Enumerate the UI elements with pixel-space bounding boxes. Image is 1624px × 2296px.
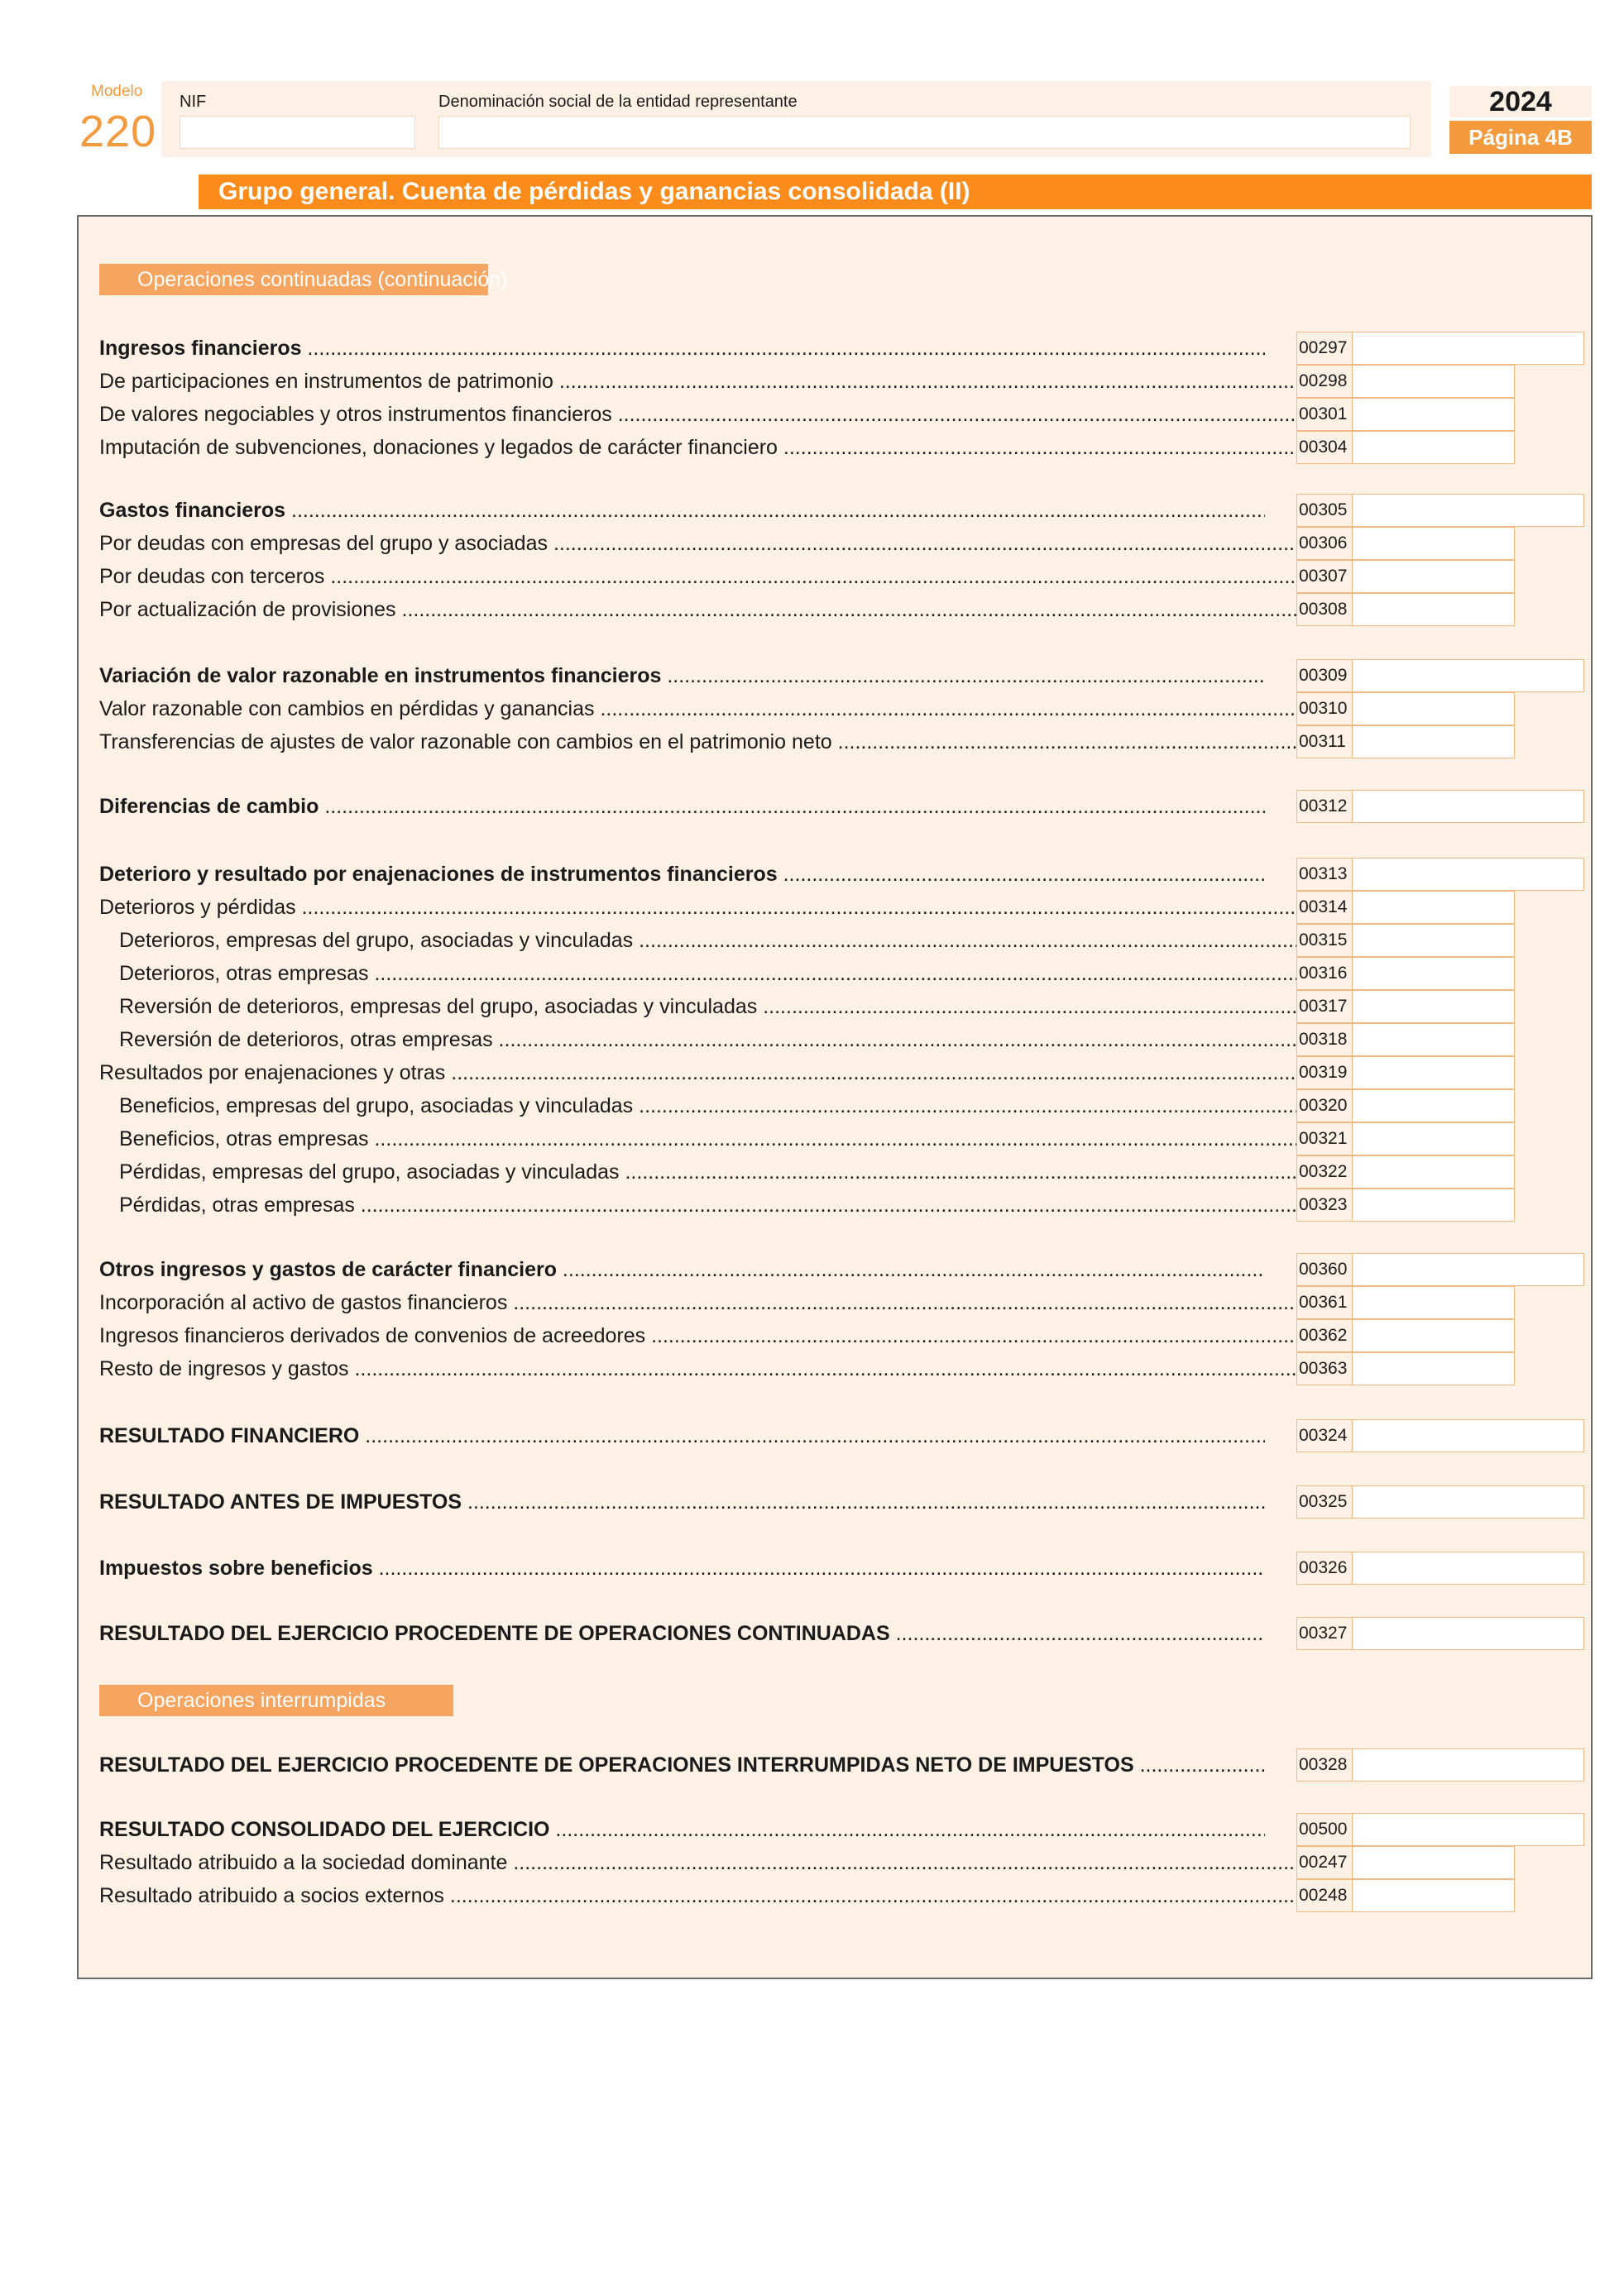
row-00307 (99, 560, 1515, 593)
row-00317 (99, 990, 1515, 1023)
page-badge: Página 4B (1449, 121, 1592, 154)
amount-field[interactable] (1353, 659, 1584, 692)
amount-field[interactable] (1353, 1419, 1584, 1452)
row-00310 (99, 692, 1515, 725)
row-00319 (99, 1056, 1515, 1089)
row-code: 00500 (1296, 1813, 1353, 1846)
row-label: Deterioro y resultado por enajenaciones de instrumentos financieros ..... (99, 863, 1265, 887)
row-label: RESULTADO DEL EJERCICIO PROCEDENTE DE OPERACIONES CONTINUADAS ..... (99, 1622, 1265, 1646)
amount-field[interactable] (1353, 1813, 1584, 1846)
amount-field[interactable] (1353, 891, 1515, 924)
row-code: 00304 (1296, 431, 1353, 464)
row-code: 00328 (1296, 1748, 1353, 1782)
row-00309 (99, 659, 1584, 692)
row-00360 (99, 1253, 1584, 1286)
row-00305 (99, 494, 1584, 527)
row-label: Deterioros y pérdidas ..... (99, 896, 1296, 920)
row-code: 00361 (1296, 1286, 1353, 1319)
row-00306 (99, 527, 1515, 560)
row-label: Otros ingresos y gastos de carácter financiero ..... (99, 1258, 1265, 1282)
row-label: Ingresos financieros derivados de convenios de acreedores ..... (99, 1324, 1296, 1348)
row-00320 (99, 1089, 1515, 1122)
row-label: Ingresos financieros ..... (99, 337, 1265, 361)
row-label: De valores negociables y otros instrumentos financieros ..... (99, 403, 1296, 427)
denominacion-label: Denominación social de la entidad representante (438, 93, 798, 111)
row-00325 (99, 1485, 1584, 1519)
row-label: Pérdidas, otras empresas ..... (99, 1193, 1296, 1217)
row-00362 (99, 1319, 1515, 1352)
row-00308 (99, 593, 1515, 626)
row-code: 00324 (1296, 1419, 1353, 1452)
amount-field[interactable] (1353, 431, 1515, 464)
row-label: Resto de ingresos y gastos ..... (99, 1357, 1296, 1381)
amount-field[interactable] (1353, 1056, 1515, 1089)
row-code: 00323 (1296, 1189, 1353, 1222)
amount-field[interactable] (1353, 858, 1584, 891)
row-code: 00248 (1296, 1879, 1353, 1912)
row-label: Imputación de subvenciones, donaciones y legados de carácter financiero ..... (99, 436, 1296, 460)
amount-field[interactable] (1353, 560, 1515, 593)
row-code: 00320 (1296, 1089, 1353, 1122)
row-label: RESULTADO DEL EJERCICIO PROCEDENTE DE OPERACIONES INTERRUMPIDAS NETO DE IMPUESTOS ..... (99, 1753, 1265, 1777)
row-00311 (99, 725, 1515, 758)
row-code: 00247 (1296, 1846, 1353, 1879)
row-00304 (99, 431, 1515, 464)
row-label: Resultado atribuido a la sociedad dominante ..... (99, 1851, 1296, 1875)
row-label: Variación de valor razonable en instrumentos financieros ..... (99, 664, 1265, 688)
row-label: Transferencias de ajustes de valor razonable con cambios en el patrimonio neto ..... (99, 730, 1296, 754)
amount-field[interactable] (1353, 790, 1584, 823)
header-box (161, 81, 1431, 157)
row-code: 00311 (1296, 725, 1353, 758)
amount-field[interactable] (1353, 1748, 1584, 1782)
amount-field[interactable] (1353, 398, 1515, 431)
row-label: RESULTADO CONSOLIDADO DEL EJERCICIO ..... (99, 1818, 1265, 1842)
row-00322 (99, 1155, 1515, 1189)
amount-field[interactable] (1353, 494, 1584, 527)
row-00315 (99, 924, 1515, 957)
row-00312 (99, 790, 1584, 823)
row-00313 (99, 858, 1584, 891)
row-label: Deterioros, empresas del grupo, asociadas y vinculadas ..... (99, 929, 1296, 953)
row-00323 (99, 1189, 1515, 1222)
amount-field[interactable] (1353, 593, 1515, 626)
amount-field[interactable] (1353, 924, 1515, 957)
amount-field[interactable] (1353, 1023, 1515, 1056)
amount-field[interactable] (1353, 990, 1515, 1023)
row-00321 (99, 1122, 1515, 1155)
row-label: Por deudas con empresas del grupo y asociadas ..... (99, 532, 1296, 556)
row-00297 (99, 332, 1584, 365)
row-00314 (99, 891, 1515, 924)
row-code: 00297 (1296, 332, 1353, 365)
row-label: RESULTADO ANTES DE IMPUESTOS ..... (99, 1490, 1265, 1514)
row-00500 (99, 1813, 1584, 1846)
row-00316 (99, 957, 1515, 990)
row-code: 00312 (1296, 790, 1353, 823)
amount-field[interactable] (1353, 1122, 1515, 1155)
amount-field[interactable] (1353, 1352, 1515, 1385)
row-label: Impuestos sobre beneficios ..... (99, 1557, 1265, 1581)
row-code: 00318 (1296, 1023, 1353, 1056)
row-code: 00363 (1296, 1352, 1353, 1385)
row-label: Reversión de deterioros, empresas del grupo, asociadas y vinculadas ..... (99, 995, 1296, 1019)
row-code: 00319 (1296, 1056, 1353, 1089)
row-00361 (99, 1286, 1515, 1319)
amount-field[interactable] (1353, 692, 1515, 725)
row-code: 00310 (1296, 692, 1353, 725)
amount-field[interactable] (1353, 1879, 1515, 1912)
modelo-label: Modelo (91, 83, 143, 100)
section-interrumpidas: Operaciones interrumpidas (99, 1685, 453, 1716)
row-code: 00309 (1296, 659, 1353, 692)
row-code: 00360 (1296, 1253, 1353, 1286)
row-code: 00305 (1296, 494, 1353, 527)
amount-field[interactable] (1353, 957, 1515, 990)
nif-label: NIF (180, 93, 207, 111)
row-label: RESULTADO FINANCIERO ..... (99, 1424, 1265, 1448)
amount-field[interactable] (1353, 1155, 1515, 1189)
row-00301 (99, 398, 1515, 431)
row-code: 00327 (1296, 1617, 1353, 1650)
row-code: 00301 (1296, 398, 1353, 431)
amount-field[interactable] (1353, 1286, 1515, 1319)
row-label: Gastos financieros ..... (99, 499, 1265, 523)
modelo-number: 220 (79, 107, 157, 156)
amount-field[interactable] (1353, 527, 1515, 560)
row-label: Resultado atribuido a socios externos ..... (99, 1884, 1296, 1908)
row-code: 00325 (1296, 1485, 1353, 1519)
row-label: Valor razonable con cambios en pérdidas y ganancias ..... (99, 697, 1296, 721)
row-code: 00298 (1296, 365, 1353, 398)
row-label: Beneficios, empresas del grupo, asociadas y vinculadas ..... (99, 1094, 1296, 1118)
page-title: Grupo general. Cuenta de pérdidas y ganancias consolidada (II) (199, 175, 1592, 209)
row-label: Pérdidas, empresas del grupo, asociadas y vinculadas ..... (99, 1160, 1296, 1184)
amount-field[interactable] (1353, 725, 1515, 758)
row-label: Reversión de deterioros, otras empresas ..... (99, 1028, 1296, 1052)
amount-field[interactable] (1353, 1617, 1584, 1650)
row-label: Diferencias de cambio ..... (99, 795, 1265, 819)
row-code: 00315 (1296, 924, 1353, 957)
row-00326 (99, 1552, 1584, 1585)
row-code: 00321 (1296, 1122, 1353, 1155)
row-code: 00362 (1296, 1319, 1353, 1352)
section-continuadas: Operaciones continuadas (continuación) (99, 264, 488, 295)
row-00247 (99, 1846, 1515, 1879)
nif-field[interactable] (180, 116, 415, 149)
row-label: Incorporación al activo de gastos financieros ..... (99, 1291, 1296, 1315)
denominacion-field[interactable] (438, 116, 1411, 149)
amount-field[interactable] (1353, 1089, 1515, 1122)
row-code: 00314 (1296, 891, 1353, 924)
row-label: Deterioros, otras empresas ..... (99, 962, 1296, 986)
row-code: 00317 (1296, 990, 1353, 1023)
row-label: Por actualización de provisiones ..... (99, 598, 1296, 622)
amount-field[interactable] (1353, 1552, 1584, 1585)
row-00363 (99, 1352, 1515, 1385)
row-code: 00307 (1296, 560, 1353, 593)
form-panel (77, 215, 1593, 1979)
amount-field[interactable] (1353, 1189, 1515, 1222)
row-code: 00308 (1296, 593, 1353, 626)
row-00328 (99, 1748, 1584, 1782)
amount-field[interactable] (1353, 365, 1515, 398)
row-00327 (99, 1617, 1584, 1650)
row-00324 (99, 1419, 1584, 1452)
amount-field[interactable] (1353, 1485, 1584, 1519)
row-code: 00316 (1296, 957, 1353, 990)
row-code: 00326 (1296, 1552, 1353, 1585)
row-code: 00322 (1296, 1155, 1353, 1189)
row-00318 (99, 1023, 1515, 1056)
row-code: 00313 (1296, 858, 1353, 891)
amount-field[interactable] (1353, 1319, 1515, 1352)
row-code: 00306 (1296, 527, 1353, 560)
row-label: Resultados por enajenaciones y otras ..... (99, 1061, 1296, 1085)
row-00298 (99, 365, 1515, 398)
row-label: Por deudas con terceros ..... (99, 565, 1296, 589)
row-label: De participaciones en instrumentos de patrimonio ..... (99, 370, 1296, 394)
amount-field[interactable] (1353, 1253, 1584, 1286)
row-00248 (99, 1879, 1515, 1912)
year-badge: 2024 (1449, 86, 1592, 117)
amount-field[interactable] (1353, 1846, 1515, 1879)
amount-field[interactable] (1353, 332, 1584, 365)
row-label: Beneficios, otras empresas ..... (99, 1127, 1296, 1151)
